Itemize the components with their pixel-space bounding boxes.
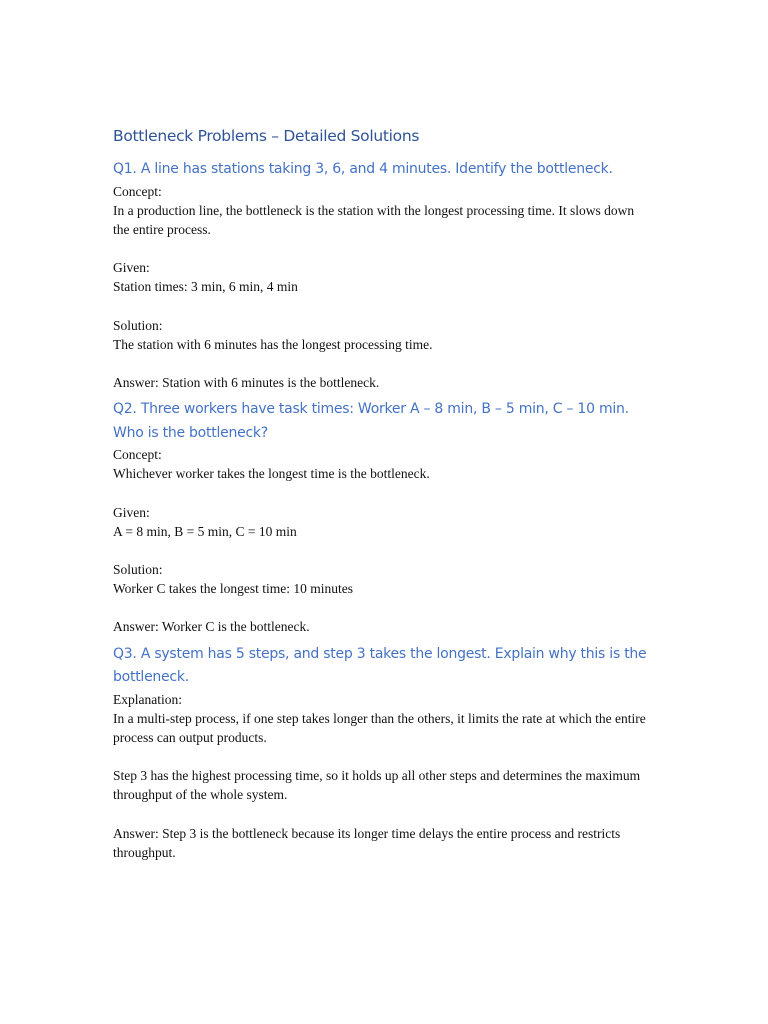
question-2-answer: Answer: Worker C is the bottleneck. [113, 619, 310, 635]
question-2-given-text: A = 8 min, B = 5 min, C = 10 min [113, 523, 297, 539]
question-3-explanation-text: In a multi-step process, if one step takes longer than the others, it limits the rate at which the entire process can output products. [113, 710, 646, 745]
question-1-concept-label: Concept: [113, 183, 162, 199]
paragraph-spacer [113, 805, 653, 824]
question-1-heading: Q1. A line has stations taking 3, 6, and 4 minutes. Identify the bottleneck. [113, 161, 613, 177]
question-1-given-label: Given: [113, 260, 150, 276]
paragraph-spacer [113, 484, 653, 503]
question-1-concept-text: In a production line, the bottleneck is the station with the longest processing time. It slows down the entire process. [113, 202, 635, 237]
question-2-concept-label: Concept: [113, 447, 162, 463]
question-1-answer: Answer: Station with 6 minutes is the bottleneck. [113, 374, 380, 390]
question-1-section [113, 158, 653, 398]
paragraph-spacer [113, 239, 653, 258]
question-2-solution-label: Solution: [113, 561, 163, 577]
question-2-section [113, 398, 653, 642]
question-1-given-text: Station times: 3 min, 6 min, 4 min [113, 279, 298, 295]
question-3-answer: Answer: Step 3 is the bottleneck because its longer time delays the entire process and restricts throughput. [113, 825, 621, 860]
question-2-concept-text: Whichever worker takes the longest time is the bottleneck. [113, 466, 430, 482]
question-1-solution-label: Solution: [113, 317, 163, 333]
paragraph-spacer [113, 747, 653, 766]
question-3-explanation-label: Explanation: [113, 691, 182, 707]
question-3-section [113, 643, 653, 862]
question-1-solution-text: The station with 6 minutes has the longest processing time. [113, 336, 433, 352]
question-3-step-text: Step 3 has the highest processing time, so it holds up all other steps and determines the maximum throughput of the whole system. [113, 768, 641, 803]
paragraph-spacer [113, 598, 653, 617]
question-2-heading: Q2. Three workers have task times: Worker A – 8 min, B – 5 min, C – 10 min. Who is the bottleneck? [113, 401, 629, 441]
document-title: Bottleneck Problems – Detailed Solutions [113, 127, 420, 145]
paragraph-spacer [113, 541, 653, 560]
document-content [113, 124, 653, 862]
paragraph-spacer [113, 354, 653, 373]
paragraph-spacer [113, 297, 653, 316]
question-2-solution-text: Worker C takes the longest time: 10 minutes [113, 581, 353, 597]
question-3-heading: Q3. A system has 5 steps, and step 3 takes the longest. Explain why this is the bottleneck. [113, 645, 647, 686]
question-2-given-label: Given: [113, 504, 150, 520]
